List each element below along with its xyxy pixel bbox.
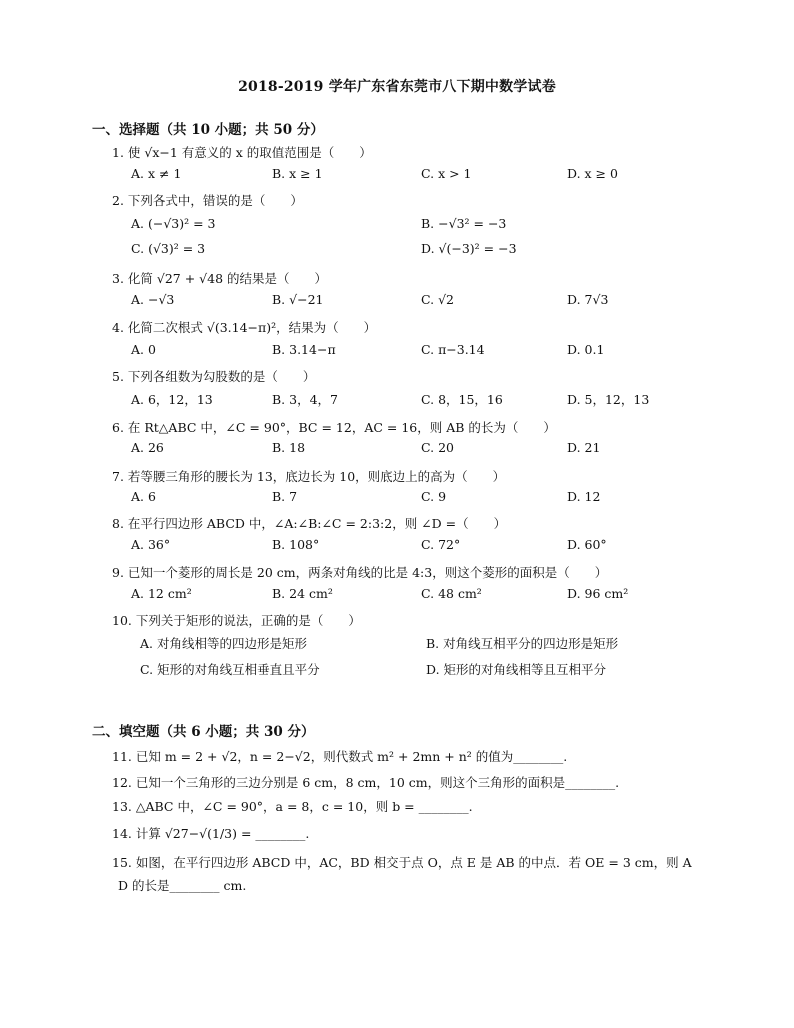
question-4: 4. 化简二次根式 √(3.14−π)²，结果为（ ） [112, 320, 377, 335]
question-14: 14. 计算 √27−√(1/3) = ________. [112, 826, 310, 841]
question-12: 12. 已知一个三角形的三边分别是 6 cm，8 cm，10 cm，则这个三角形的面积是________. [112, 775, 620, 790]
q5-option-b: B. 3，4，7 [272, 392, 338, 407]
q4-option-b: B. 3.14−π [272, 342, 336, 357]
q9-option-c: C. 48 cm² [421, 586, 482, 601]
q8-option-a: A. 36° [131, 537, 171, 552]
q10-option-b: B. 对角线互相平分的四边形是矩形 [426, 636, 619, 651]
question-3: 3. 化简 √27 + √48 的结果是（ ） [112, 271, 328, 286]
q6-option-a: A. 26 [131, 440, 164, 455]
q4-option-a: A. 0 [131, 342, 156, 357]
q2-option-a: A. (−√3)² = 3 [131, 216, 216, 231]
q7-option-d: D. 12 [567, 489, 601, 504]
question-9: 9. 已知一个菱形的周长是 20 cm，两条对角线的比是 4:3，则这个菱形的面积是（ ） [112, 565, 608, 580]
question-6: 6. 在 Rt△ABC 中，∠C = 90°，BC = 12，AC = 16，则 AB 的长为（ ） [112, 420, 556, 435]
q10-option-c: C. 矩形的对角线互相垂直且平分 [140, 662, 320, 677]
q3-option-d: D. 7√3 [567, 292, 609, 307]
question-11: 11. 已知 m = 2 + √2，n = 2−√2，则代数式 m² + 2mn + n² 的值为________. [112, 749, 568, 764]
q9-option-a: A. 12 cm² [131, 586, 192, 601]
q1-option-a: A. x ≠ 1 [131, 166, 182, 181]
q1-option-c: C. x > 1 [421, 166, 472, 181]
question-1: 1. 使 √x−1 有意义的 x 的取值范围是（ ） [112, 145, 372, 160]
q1-option-d: D. x ≥ 0 [567, 166, 618, 181]
q9-option-b: B. 24 cm² [272, 586, 333, 601]
q4-option-c: C. π−3.14 [421, 342, 485, 357]
question-2: 2. 下列各式中，错误的是（ ） [112, 193, 303, 208]
q6-option-c: C. 20 [421, 440, 454, 455]
q4-option-d: D. 0.1 [567, 342, 605, 357]
q6-option-d: D. 21 [567, 440, 601, 455]
question-15-continued: D 的长是________ cm. [118, 878, 247, 893]
exam-title: 2018-2019 学年广东省东莞市八下期中数学试卷 [238, 79, 556, 95]
q10-option-a: A. 对角线相等的四边形是矩形 [140, 636, 307, 651]
question-5: 5. 下列各组数为勾股数的是（ ） [112, 369, 316, 384]
q5-option-a: A. 6，12，13 [131, 392, 213, 407]
q8-option-b: B. 108° [272, 537, 320, 552]
q2-option-b: B. −√3² = −3 [421, 216, 507, 231]
q5-option-c: C. 8，15，16 [421, 392, 503, 407]
q2-option-c: C. (√3)² = 3 [131, 241, 206, 256]
question-7: 7. 若等腰三角形的腰长为 13，底边长为 10，则底边上的高为（ ） [112, 469, 506, 484]
question-13: 13. △ABC 中，∠C = 90°，a = 8，c = 10，则 b = ________. [112, 799, 473, 814]
q7-option-c: C. 9 [421, 489, 447, 504]
q10-option-d: D. 矩形的对角线相等且互相平分 [426, 662, 607, 677]
question-8: 8. 在平行四边形 ABCD 中，∠A:∠B:∠C = 2:3:2，则 ∠D =（ ） [112, 516, 507, 531]
q9-option-d: D. 96 cm² [567, 586, 629, 601]
q3-option-a: A. −√3 [131, 292, 175, 307]
q3-option-b: B. √−21 [272, 292, 324, 307]
section2-heading: 二、填空题（共 6 小题；共 30 分） [92, 724, 315, 740]
q2-option-d: D. √(−3)² = −3 [421, 241, 517, 256]
q5-option-d: D. 5，12，13 [567, 392, 650, 407]
section1-heading: 一、选择题（共 10 小题；共 50 分） [92, 122, 324, 138]
q1-option-b: B. x ≥ 1 [272, 166, 323, 181]
q8-option-c: C. 72° [421, 537, 461, 552]
q6-option-b: B. 18 [272, 440, 306, 455]
question-10: 10. 下列关于矩形的说法，正确的是（ ） [112, 613, 361, 628]
q7-option-a: A. 6 [131, 489, 156, 504]
q7-option-b: B. 7 [272, 489, 298, 504]
q8-option-d: D. 60° [567, 537, 607, 552]
question-15: 15. 如图，在平行四边形 ABCD 中，AC，BD 相交于点 O，点 E 是 AB 的中点．若 OE = 3 cm，则 A [112, 855, 692, 870]
q3-option-c: C. √2 [421, 292, 454, 307]
